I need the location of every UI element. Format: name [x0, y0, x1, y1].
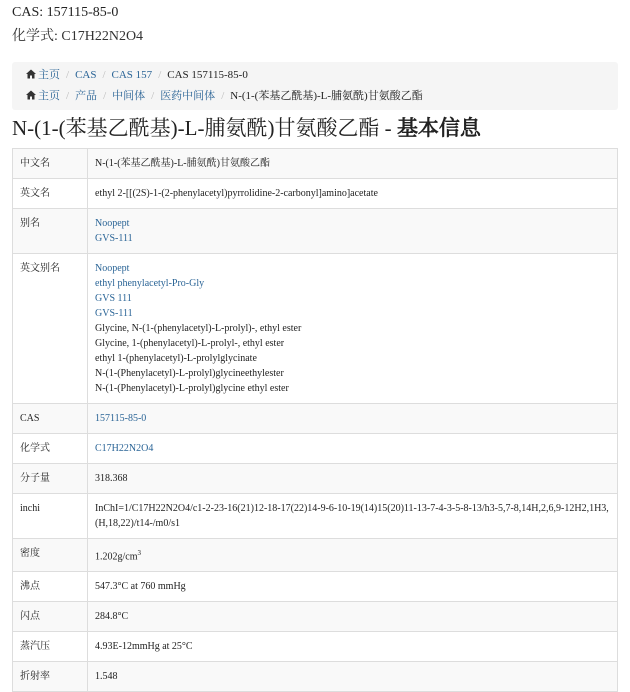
- alias-link[interactable]: ethyl phenylacetyl-Pro-Gly: [95, 278, 205, 289]
- breadcrumb-link-cas-157[interactable]: CAS 157: [111, 69, 153, 81]
- breadcrumb-link-intermediates[interactable]: 中间体: [112, 90, 146, 102]
- table-row: [13, 434, 618, 464]
- cas-link[interactable]: 157115-85-0: [95, 413, 147, 424]
- alias-link[interactable]: GVS-111: [95, 308, 133, 319]
- table-row: [13, 179, 618, 209]
- table-row: [13, 632, 618, 662]
- row-label: 闪点: [13, 602, 88, 632]
- alias-link[interactable]: GVS 111: [95, 293, 132, 304]
- alias-text: N-(1-(Phenylacetyl)-L-prolyl)glycineethylester: [95, 368, 284, 379]
- table-row: [13, 404, 618, 434]
- cas-heading: CAS: 157115-85-0: [12, 5, 119, 20]
- inchi-value: InChI=1/C17H22N2O4/c1-2-23-16(21)12-18-17(22)14-9-6-10-19(14)15(20)11-13-7-4-3-5-8-13/h3-5,7-8,14H,2,6,9-12H2,1H3,(H,18,22)/t14-/m0/s1: [88, 494, 618, 539]
- home-icon: [26, 90, 36, 100]
- table-row: [13, 209, 618, 254]
- breadcrumb-current: N-(1-(苯基乙酰基)-L-脯氨酰)甘氨酸乙酯: [230, 90, 423, 102]
- row-label: 分子量: [13, 464, 88, 494]
- vapor-pressure-value: 4.93E-12mmHg at 25°C: [88, 632, 618, 662]
- row-label: 化学式: [13, 434, 88, 464]
- alias-text: Glycine, 1-(phenylacetyl)-L-prolyl-, ethyl ester: [95, 338, 285, 349]
- molecular-weight-value: 318.368: [88, 464, 618, 494]
- flash-point-value: 284.8°C: [88, 602, 618, 632]
- boiling-point-value: 547.3°C at 760 mmHg: [88, 572, 618, 602]
- alias-link[interactable]: Noopept: [95, 263, 130, 274]
- breadcrumb-link-home[interactable]: 主页: [38, 69, 60, 81]
- row-label: 别名: [13, 209, 88, 254]
- alias-text: Glycine, N-(1-(phenylacetyl)-L-prolyl)-, ethyl ester: [95, 323, 302, 334]
- refractive-index-value: 1.548: [88, 662, 618, 692]
- alias-text: ethyl 1-(phenylacetyl)-L-prolylglycinate: [95, 353, 257, 364]
- breadcrumb-cas: 主页 / CAS / CAS 157 / CAS 157115-85-0: [26, 65, 604, 86]
- row-label: inchi: [13, 494, 88, 539]
- alias-value: [88, 209, 618, 254]
- table-row: [13, 149, 618, 179]
- row-label: 英文别名: [13, 254, 88, 404]
- table-row: [13, 539, 618, 572]
- alias-text: N-(1-(Phenylacetyl)-L-prolyl)glycine ethyl ester: [95, 383, 289, 394]
- row-label: 中文名: [13, 149, 88, 179]
- info-table: [12, 148, 618, 692]
- alias-link[interactable]: GVS-111: [95, 233, 133, 244]
- row-label: 密度: [13, 539, 88, 572]
- row-label: 沸点: [13, 572, 88, 602]
- breadcrumb-current: CAS 157115-85-0: [167, 69, 248, 81]
- breadcrumb: [12, 62, 618, 110]
- alias-link[interactable]: Noopept: [95, 218, 130, 229]
- breadcrumb-link-cas[interactable]: CAS: [75, 69, 97, 81]
- row-label: 英文名: [13, 179, 88, 209]
- row-label: 折射率: [13, 662, 88, 692]
- english-name-value: ethyl 2-[[(2S)-1-(2-phenylacetyl)pyrrolidine-2-carbonyl]amino]acetate: [88, 179, 618, 209]
- breadcrumb-product: 主页 / 产品 / 中间体 / 医药中间体 / N-(1-(苯基乙酰基)-L-脯氨酰)甘氨酸乙酯: [26, 86, 604, 107]
- formula-heading: 化学式: C17H22N2O4: [12, 29, 144, 44]
- row-label: 蒸汽压: [13, 632, 88, 662]
- table-row: [13, 602, 618, 632]
- home-icon: [26, 69, 36, 79]
- density-value: $1.202g/cm^3$: [88, 539, 618, 572]
- english-alias-value: [88, 254, 618, 404]
- chinese-name-value: N-(1-(苯基乙酰基)-L-脯氨酰)甘氨酸乙酯: [88, 149, 618, 179]
- breadcrumb-link-pharma-intermediates[interactable]: 医药中间体: [160, 90, 216, 102]
- cas-value: [88, 404, 618, 434]
- table-row: [13, 464, 618, 494]
- table-row: [13, 494, 618, 539]
- breadcrumb-link-products[interactable]: 产品: [75, 90, 98, 102]
- table-row: [13, 254, 618, 404]
- formula-link[interactable]: C17H22N2O4: [95, 443, 154, 454]
- table-row: [13, 662, 618, 692]
- breadcrumb-link-home[interactable]: 主页: [38, 90, 60, 102]
- table-row: [13, 572, 618, 602]
- formula-value: [88, 434, 618, 464]
- row-label: CAS: [13, 404, 88, 434]
- page-title: N-(1-(苯基乙酰基)-L-脯氨酰)甘氨酸乙酯 - 基本信息: [12, 116, 481, 140]
